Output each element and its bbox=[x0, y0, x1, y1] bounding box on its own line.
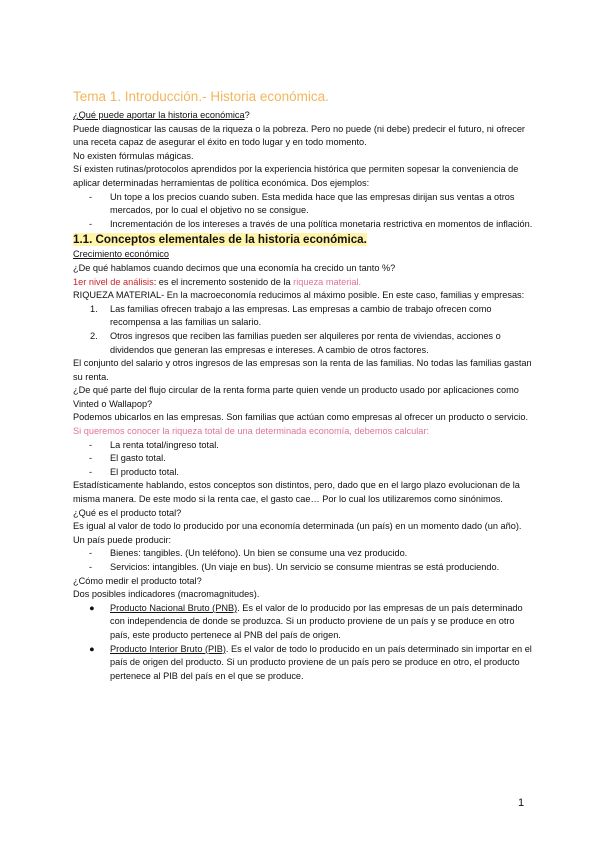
calc-intro: Si queremos conocer la riqueza total de una determinada economía, debemos calcular: bbox=[73, 426, 429, 437]
list-item: 1. Las familias ofrecen trabajo a las empresas. Las empresas a cambio de trabajo ofrecen como recompensa a las familias un salario. bbox=[90, 303, 492, 328]
list-item-text: Otros ingresos que reciben las familias pueden ser alquileres por renta de viviendas, acciones o dividendos que generan las empresas e intereses. A cambio de otros factores. bbox=[110, 330, 501, 355]
list-item-text: Servicios: intangibles. (Un viaje en bus). Un servicio se consume mientras se está produciendo. bbox=[110, 562, 500, 572]
question-flujo: ¿De qué parte del flujo circular de la renta forma parte quien vende un producto usado por aplicaciones como Vinted o Wallapop? bbox=[73, 385, 519, 409]
question-aportar bbox=[73, 109, 533, 123]
list-item: - El producto total. bbox=[89, 466, 179, 477]
indicator-text: . Es el valor de todo lo producido en un país determinado sin importar en el país de origen del producto. Si un producto proviene de un país pero se produce en otro, el producto pertenece al PIB del país en el que se produce. bbox=[110, 643, 532, 681]
analysis-level bbox=[73, 276, 533, 290]
ubicarlos-paragraph: Podemos ubicarlos en las empresas. Son familias que actúan como empresas al ofrecer un producto o servicio. bbox=[73, 412, 529, 423]
intro-paragraph-3: Sí existen rutinas/protocolos aprendidos por la experiencia histórica que permiten sopesar la conveniencia de aplicar determinadas herramientas de política económica. Dos ejemplos: bbox=[73, 164, 519, 188]
list-item: - El gasto total. bbox=[89, 453, 166, 464]
list-item-text: La renta total/ingreso total. bbox=[110, 439, 219, 450]
section-heading-text: 1.1. Conceptos elementales de la historia económica. bbox=[73, 233, 367, 247]
page-content bbox=[73, 88, 533, 683]
intro-paragraph-1: Puede diagnosticar las causas de la riqueza o la pobreza. Pero no puede (ni debe) predecir el futuro, ni ofrecer una receta capaz de asegurar el éxito en todo lugar y en todo momento. bbox=[73, 123, 525, 148]
indicators-list bbox=[73, 602, 533, 684]
list-item: - La renta total/ingreso total. bbox=[89, 439, 219, 450]
analysis-level-label: 1er nivel de análisis bbox=[73, 276, 154, 287]
conjunto-paragraph: El conjunto del salario y otros ingresos de las empresas son la renta de las familias. No todas las familias gastan su renta. bbox=[73, 358, 532, 382]
list-item: 2. Otros ingresos que reciben las familias pueden ser alquileres por renta de viviendas, acciones o dividendos que generan las empresas e intereses. A cambio de otros factores. bbox=[90, 330, 501, 355]
numbered-list bbox=[73, 303, 533, 357]
riqueza-paragraph: RIQUEZA MATERIAL- En la macroeconomía reducimos al máximo posible. En este caso, familias y empresas: bbox=[73, 290, 525, 301]
examples-list bbox=[73, 191, 533, 232]
analysis-level-pink: riqueza material. bbox=[293, 276, 362, 287]
subsection-heading: Crecimiento económico bbox=[73, 249, 169, 260]
section-heading bbox=[73, 233, 533, 247]
list-item-text: Un tope a los precios cuando suben. Esta medida hace que las empresas dirijan sus ventas a otros mercados, por lo cual el objetivo no se consigue. bbox=[110, 191, 515, 216]
igual-paragraph: Es igual al valor de todo lo producido por una economía determinada (un país) en un momento dado (un año). Un país puede producir: bbox=[73, 521, 522, 545]
question-medir: ¿Cómo medir el producto total? bbox=[73, 575, 202, 586]
bienes-list bbox=[73, 547, 533, 574]
intro-paragraph-2: No existen fórmulas mágicas. bbox=[73, 150, 194, 161]
indicator-text: . Es el valor de lo producido por las empresas de un país determinado con independencia de donde se produzca. Si un producto proviene de un país y se produce en otro país, este producto pertenece al PNB del país de origen. bbox=[110, 602, 523, 640]
indicator-label: Producto Interior Bruto (PIB) bbox=[110, 643, 226, 654]
list-item: - Un tope a los precios cuando suben. Esta medida hace que las empresas dirijan sus ventas a otros mercados, por lo cual el objetivo no se consigue. bbox=[89, 191, 515, 216]
indicator-label: Producto Nacional Bruto (PNB) bbox=[110, 602, 238, 613]
question-crecido: ¿De qué hablamos cuando decimos que una economía ha crecido un tanto %? bbox=[73, 262, 396, 273]
list-item: - Servicios: intangibles. (Un viaje en bus). Un servicio se consume mientras se está produciendo. bbox=[89, 562, 500, 572]
list-item-text: Las familias ofrecen trabajo a las empresas. Las empresas a cambio de trabajo ofrecen como recompensa a las familias un salario. bbox=[110, 303, 492, 328]
list-item: ● Producto Nacional Bruto (PNB). Es el valor de lo producido por las empresas de un país determinado con independencia de donde se produzca. Si un producto proviene de un país y se produce en otro país, este producto pertenece al PNB del país de origen. bbox=[89, 602, 523, 640]
list-item: - Incrementación de los intereses a través de una política monetaria restrictiva en momentos de inflación. bbox=[89, 218, 533, 229]
list-item: ● Producto Interior Bruto (PIB). Es el valor de todo lo producido en un país determinado sin importar en el país de origen del producto. Si un producto proviene de un país pero se produce en otro, el producto pertenece al PIB del país en el que se produce. bbox=[89, 643, 532, 681]
question-mark: ? bbox=[244, 110, 250, 120]
list-item-text: El gasto total. bbox=[110, 453, 166, 464]
dos-indicadores: Dos posibles indicadores (macromagnitudes). bbox=[73, 589, 260, 600]
estadisticamente-paragraph: Estadísticamente hablando, estos conceptos son distintos, pero, dado que en el largo plazo evolucionan de la misma manera. De este modo si la renta cae, el gasto cae… Por lo cual los utilizaremos como sinónimos. bbox=[73, 480, 520, 505]
calc-list bbox=[73, 439, 533, 480]
list-item: - Bienes: tangibles. (Un teléfono). Un bien se consume una vez producido. bbox=[89, 548, 408, 559]
page-title: Tema 1. Introducción.- Historia económica. bbox=[73, 89, 329, 104]
list-item-text: Incrementación de los intereses a través de una política monetaria restrictiva en momentos de inflación. bbox=[110, 218, 533, 229]
analysis-level-text: : es el incremento sostenido de la bbox=[153, 276, 294, 287]
question-producto-total: ¿Qué es el producto total? bbox=[73, 507, 182, 518]
page-number: 1 bbox=[518, 797, 525, 809]
question-aportar-text: ¿Qué puede aportar la historia económica bbox=[73, 110, 245, 120]
list-item-text: Bienes: tangibles. (Un teléfono). Un bien se consume una vez producido. bbox=[110, 548, 408, 559]
list-item-text: El producto total. bbox=[110, 466, 179, 477]
